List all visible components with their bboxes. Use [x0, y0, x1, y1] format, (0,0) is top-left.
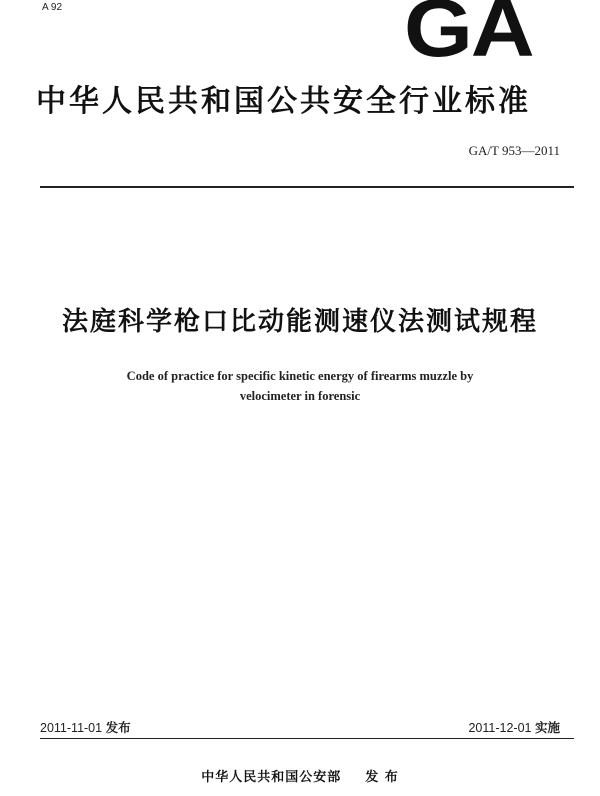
document-title-cn: 法庭科学枪口比动能测速仪法测试规程	[61, 307, 538, 337]
issue-date: 2011-11-01	[40, 721, 103, 735]
issuer-line	[160, 766, 440, 785]
document-title-en-line2: velocimeter in forensic	[239, 389, 361, 403]
effective-label: 实施	[534, 720, 560, 735]
issue-date-block	[40, 718, 131, 736]
issuer-action: 发 布	[365, 770, 399, 785]
ga-logo: GA	[404, 0, 533, 74]
standard-category-title: 中华人民共和国公共安全行业标准	[36, 84, 531, 119]
standard-number: GA/T 953—2011	[468, 143, 560, 158]
effective-date: 2011-12-01	[468, 721, 532, 735]
footer-divider	[40, 738, 574, 739]
issue-label: 发布	[105, 720, 131, 735]
issuer-name: 中华人民共和国公安部	[201, 770, 342, 785]
effective-date-block	[468, 718, 560, 736]
header-divider	[40, 186, 574, 188]
document-title-en-line1: Code of practice for specific kinetic energy of firearms muzzle by	[126, 369, 474, 383]
classification-code: A 92	[42, 2, 63, 13]
document-title-en	[60, 366, 540, 406]
